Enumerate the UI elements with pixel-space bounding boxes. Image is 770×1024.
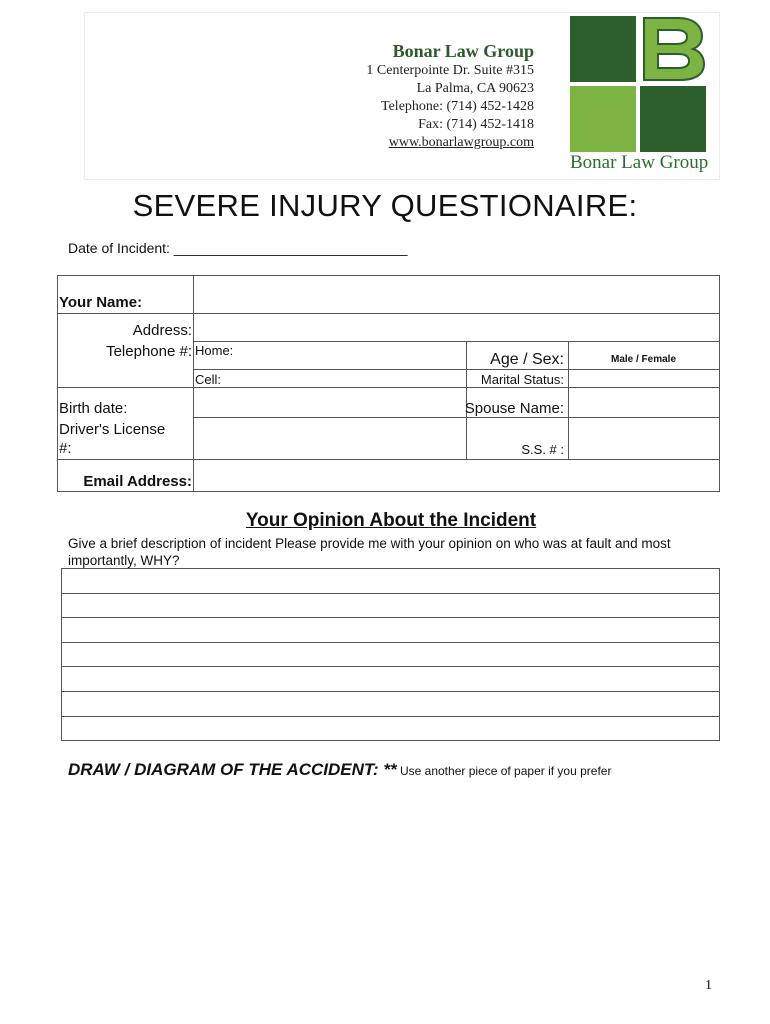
draw-note: Use another piece of paper if you prefer — [396, 764, 612, 778]
diagram-area[interactable] — [61, 790, 720, 970]
sex-options[interactable]: Male / Female — [610, 354, 677, 365]
cell-phone-label[interactable]: Cell: — [195, 372, 222, 387]
page-number: 1 — [705, 978, 712, 993]
draw-heading-text: DRAW / DIAGRAM OF THE ACCIDENT: ** — [68, 760, 397, 779]
logo-square-light — [570, 86, 636, 152]
logo-square-dark-bottom — [640, 86, 706, 152]
drivers-license-label: Driver's License — [59, 421, 166, 438]
address-label: Address: — [132, 322, 192, 339]
drivers-license-label-cont: #: — [59, 440, 72, 457]
your-name-input[interactable] — [194, 276, 719, 313]
writing-line — [62, 593, 719, 594]
row-divider — [193, 417, 719, 418]
row-divider — [193, 341, 719, 342]
logo-letter-tile — [640, 16, 706, 82]
firm-fax: Fax: (714) 452-1418 — [418, 117, 534, 132]
marital-status-label: Marital Status: — [480, 372, 564, 387]
telephone-label: Telephone #: — [106, 343, 192, 360]
email-input[interactable] — [194, 460, 719, 491]
page-title: SEVERE INJURY QUESTIONAIRE: — [132, 188, 638, 223]
logo-b-icon — [640, 16, 706, 82]
your-name-label: Your Name: — [59, 294, 143, 311]
opinion-lines[interactable] — [61, 568, 720, 741]
writing-line — [62, 617, 719, 618]
personal-info-form — [57, 275, 720, 492]
firm-address-line2: La Palma, CA 90623 — [416, 81, 534, 96]
writing-line — [62, 716, 719, 717]
birth-date-label: Birth date: — [59, 400, 128, 417]
row-divider — [58, 387, 719, 388]
firm-address-line1: 1 Centerpointe Dr. Suite #315 — [366, 63, 534, 78]
writing-line — [62, 666, 719, 667]
firm-website-link[interactable]: www.bonarlawgroup.com — [388, 135, 534, 150]
opinion-description: Give a brief description of incident Please provide me with your opinion on who was at fault and most importantly, WHY? — [68, 536, 671, 568]
writing-line — [62, 642, 719, 643]
date-of-incident-field[interactable]: Date of Incident: ______________________________ — [68, 240, 408, 256]
address-input[interactable] — [194, 314, 719, 341]
row-divider — [193, 369, 719, 370]
writing-line — [62, 691, 719, 692]
logo-caption: Bonar Law Group — [570, 152, 709, 173]
spouse-name-label: Spouse Name: — [464, 400, 564, 417]
firm-telephone: Telephone: (714) 452-1428 — [381, 99, 534, 114]
logo-square-dark-top — [570, 16, 636, 82]
home-phone-label[interactable]: Home: — [195, 343, 234, 358]
email-label: Email Address: — [83, 473, 192, 490]
firm-contact-block — [366, 40, 534, 152]
firm-logo — [570, 16, 710, 176]
opinion-heading: Your Opinion About the Incident — [245, 510, 537, 531]
draw-diagram-heading — [68, 760, 611, 780]
age-sex-label: Age / Sex: — [490, 351, 564, 368]
firm-name: Bonar Law Group — [392, 41, 534, 61]
ss-number-label: S.S. # : — [521, 442, 564, 457]
